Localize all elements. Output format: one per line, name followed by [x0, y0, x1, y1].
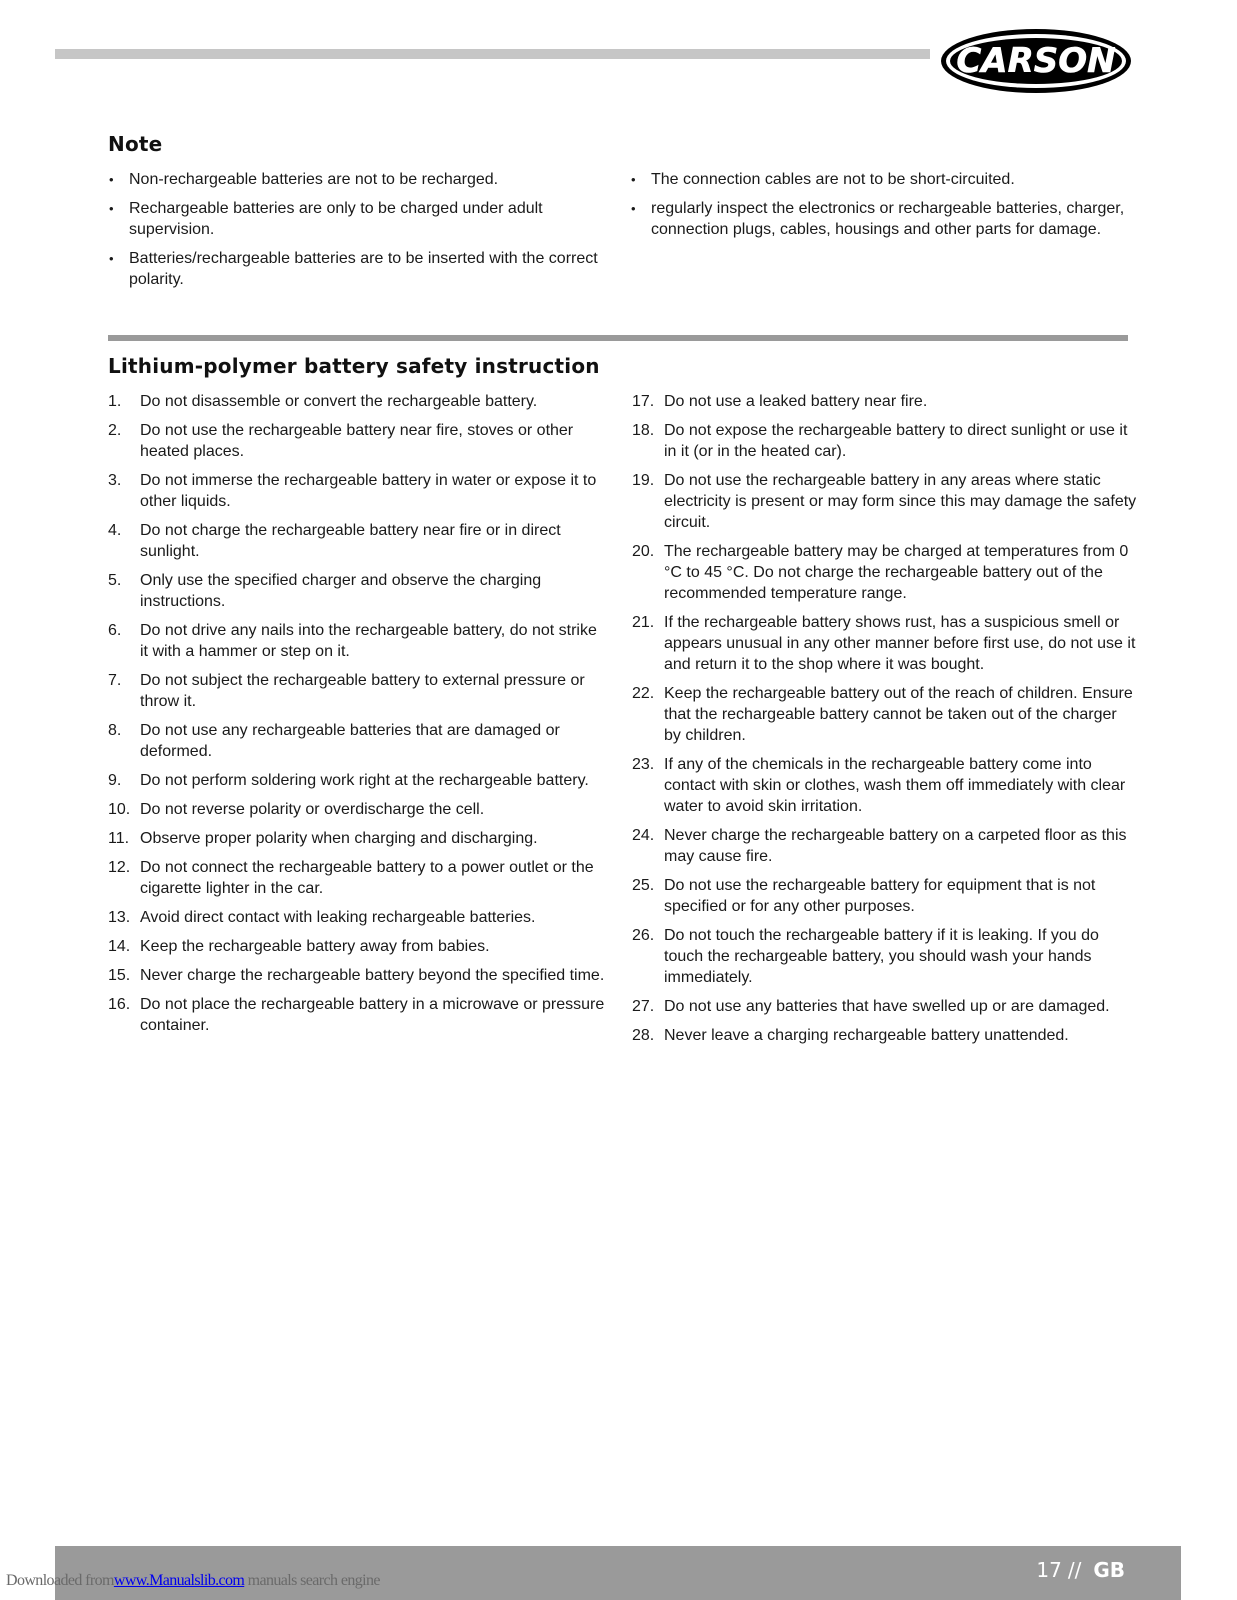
page-separator: //	[1067, 1558, 1082, 1582]
note-list-left	[108, 169, 608, 298]
note-title: Note	[108, 132, 163, 156]
carson-logo	[938, 26, 1134, 96]
item-text: Do not use the rechargeable battery in any areas where static electricity is present or may form since this may damage the safety circuit.	[664, 472, 1137, 531]
note-item: • The connection cables are not to be short-circuited.	[630, 169, 1130, 190]
safety-item	[108, 828, 608, 849]
item-text: Observe proper polarity when charging and discharging.	[140, 830, 538, 847]
item-number: 3.	[108, 472, 122, 489]
item-number: 18.	[632, 422, 655, 439]
item-number: 7.	[108, 672, 122, 689]
item-number: 21.	[632, 614, 655, 631]
safety-item	[632, 612, 1137, 675]
item-number: 13.	[108, 909, 131, 926]
item-number: 2.	[108, 422, 122, 439]
manualslib-link[interactable]: www.Manualslib.com	[113, 1572, 245, 1589]
header-rule	[55, 49, 930, 59]
item-text: Never charge the rechargeable battery beyond the specified time.	[140, 967, 605, 984]
safety-item	[632, 683, 1137, 746]
note-item: • Batteries/rechargeable batteries are to be inserted with the correct polarity.	[108, 248, 608, 290]
item-text: Never leave a charging rechargeable battery unattended.	[664, 1027, 1069, 1044]
item-number: 10.	[108, 801, 131, 818]
language-code: GB	[1093, 1558, 1125, 1582]
safety-item	[108, 391, 608, 412]
safety-item	[108, 720, 608, 762]
safety-item	[108, 857, 608, 899]
note-item: • regularly inspect the electronics or rechargeable batteries, charger, connection plugs, cables, housings and other parts for damage.	[630, 198, 1130, 240]
download-note	[6, 1572, 380, 1590]
item-text: Do not expose the rechargeable battery to direct sunlight or use it in it (or in the heated car).	[664, 422, 1128, 460]
safety-item	[632, 996, 1137, 1017]
item-number: 1.	[108, 393, 122, 410]
safety-item	[108, 470, 608, 512]
item-text: The rechargeable battery may be charged at temperatures from 0 °C to 45 °C. Do not charge the rechargeable battery out of the recommended temperature range.	[664, 543, 1129, 602]
item-text: Do not disassemble or convert the rechargeable battery.	[140, 393, 538, 410]
page-number-label	[1036, 1558, 1125, 1582]
section-divider	[108, 335, 1128, 341]
item-number: 12.	[108, 859, 131, 876]
item-text: Do not charge the rechargeable battery near fire or in direct sunlight.	[140, 522, 561, 560]
item-number: 25.	[632, 877, 655, 894]
safety-item	[632, 420, 1137, 462]
item-text: Do not use any rechargeable batteries that are damaged or deformed.	[140, 722, 560, 760]
item-number: 6.	[108, 622, 122, 639]
item-text: Do not use the rechargeable battery near fire, stoves or other heated places.	[140, 422, 574, 460]
note-item: • Rechargeable batteries are only to be charged under adult supervision.	[108, 198, 608, 240]
item-number: 20.	[632, 543, 655, 560]
safety-item	[632, 470, 1137, 533]
item-text: Avoid direct contact with leaking rechargeable batteries.	[140, 909, 536, 926]
safety-item	[108, 420, 608, 462]
note-item: • Non-rechargeable batteries are not to be recharged.	[108, 169, 608, 190]
item-text: Do not place the rechargeable battery in a microwave or pressure container.	[140, 996, 605, 1034]
item-text: If any of the chemicals in the rechargeable battery come into contact with skin or clothes, wash them off immediately with clear water to avoid skin irritation.	[664, 756, 1126, 815]
lipo-list-left	[108, 391, 608, 1044]
item-number: 8.	[108, 722, 122, 739]
safety-item	[632, 1025, 1137, 1046]
item-number: 28.	[632, 1027, 655, 1044]
item-number: 14.	[108, 938, 131, 955]
download-suffix: manuals search engine	[244, 1572, 380, 1589]
item-text: If the rechargeable battery shows rust, has a suspicious smell or appears unusual in any other manner before first use, do not use it and return it to the shop where it was bought.	[664, 614, 1136, 673]
item-number: 22.	[632, 685, 655, 702]
item-text: Do not drive any nails into the rechargeable battery, do not strike it with a hammer or step on it.	[140, 622, 597, 660]
item-text: Do not immerse the rechargeable battery in water or expose it to other liquids.	[140, 472, 597, 510]
item-number: 17.	[632, 393, 655, 410]
item-text: Keep the rechargeable battery out of the reach of children. Ensure that the rechargeable battery cannot be taken out of the charger by children.	[664, 685, 1133, 744]
note-list-right	[630, 169, 1130, 248]
safety-item	[108, 770, 608, 791]
page-number: 17	[1036, 1558, 1062, 1582]
safety-item	[108, 965, 608, 986]
safety-item	[632, 754, 1137, 817]
item-number: 4.	[108, 522, 122, 539]
item-number: 11.	[108, 830, 130, 847]
item-number: 16.	[108, 996, 131, 1013]
lipo-list-right	[632, 391, 1137, 1054]
item-number: 23.	[632, 756, 655, 773]
safety-item	[108, 670, 608, 712]
safety-item	[632, 391, 1137, 412]
item-number: 26.	[632, 927, 655, 944]
safety-item	[108, 994, 608, 1036]
item-text: Do not use a leaked battery near fire.	[664, 393, 928, 410]
safety-item	[108, 936, 608, 957]
item-number: 9.	[108, 772, 122, 789]
item-text: Do not connect the rechargeable battery to a power outlet or the cigarette lighter in the car.	[140, 859, 594, 897]
item-text: Never charge the rechargeable battery on a carpeted floor as this may cause fire.	[664, 827, 1127, 865]
item-text: Do not reverse polarity or overdischarge the cell.	[140, 801, 485, 818]
safety-item	[108, 907, 608, 928]
item-number: 19.	[632, 472, 655, 489]
item-number: 5.	[108, 572, 122, 589]
item-text: Do not touch the rechargeable battery if it is leaking. If you do touch the rechargeable battery, you should wash your hands immediately.	[664, 927, 1099, 986]
safety-item	[108, 520, 608, 562]
item-text: Do not use the rechargeable battery for equipment that is not specified or for any other purposes.	[664, 877, 1096, 915]
item-text: Only use the specified charger and observe the charging instructions.	[140, 572, 542, 610]
safety-item	[632, 541, 1137, 604]
item-text: Keep the rechargeable battery away from babies.	[140, 938, 490, 955]
download-prefix: Downloaded from	[6, 1572, 114, 1589]
safety-item	[632, 825, 1137, 867]
item-text: Do not subject the rechargeable battery to external pressure or throw it.	[140, 672, 585, 710]
safety-item	[108, 620, 608, 662]
safety-item	[632, 925, 1137, 988]
logo-text: CARSON	[956, 41, 1116, 81]
item-number: 15.	[108, 967, 131, 984]
item-text: Do not perform soldering work right at the rechargeable battery.	[140, 772, 589, 789]
safety-item	[632, 875, 1137, 917]
safety-item	[108, 799, 608, 820]
item-text: Do not use any batteries that have swelled up or are damaged.	[664, 998, 1110, 1015]
item-number: 27.	[632, 998, 655, 1015]
safety-item	[108, 570, 608, 612]
item-number: 24.	[632, 827, 655, 844]
lipo-title: Lithium-polymer battery safety instruction	[108, 354, 600, 378]
